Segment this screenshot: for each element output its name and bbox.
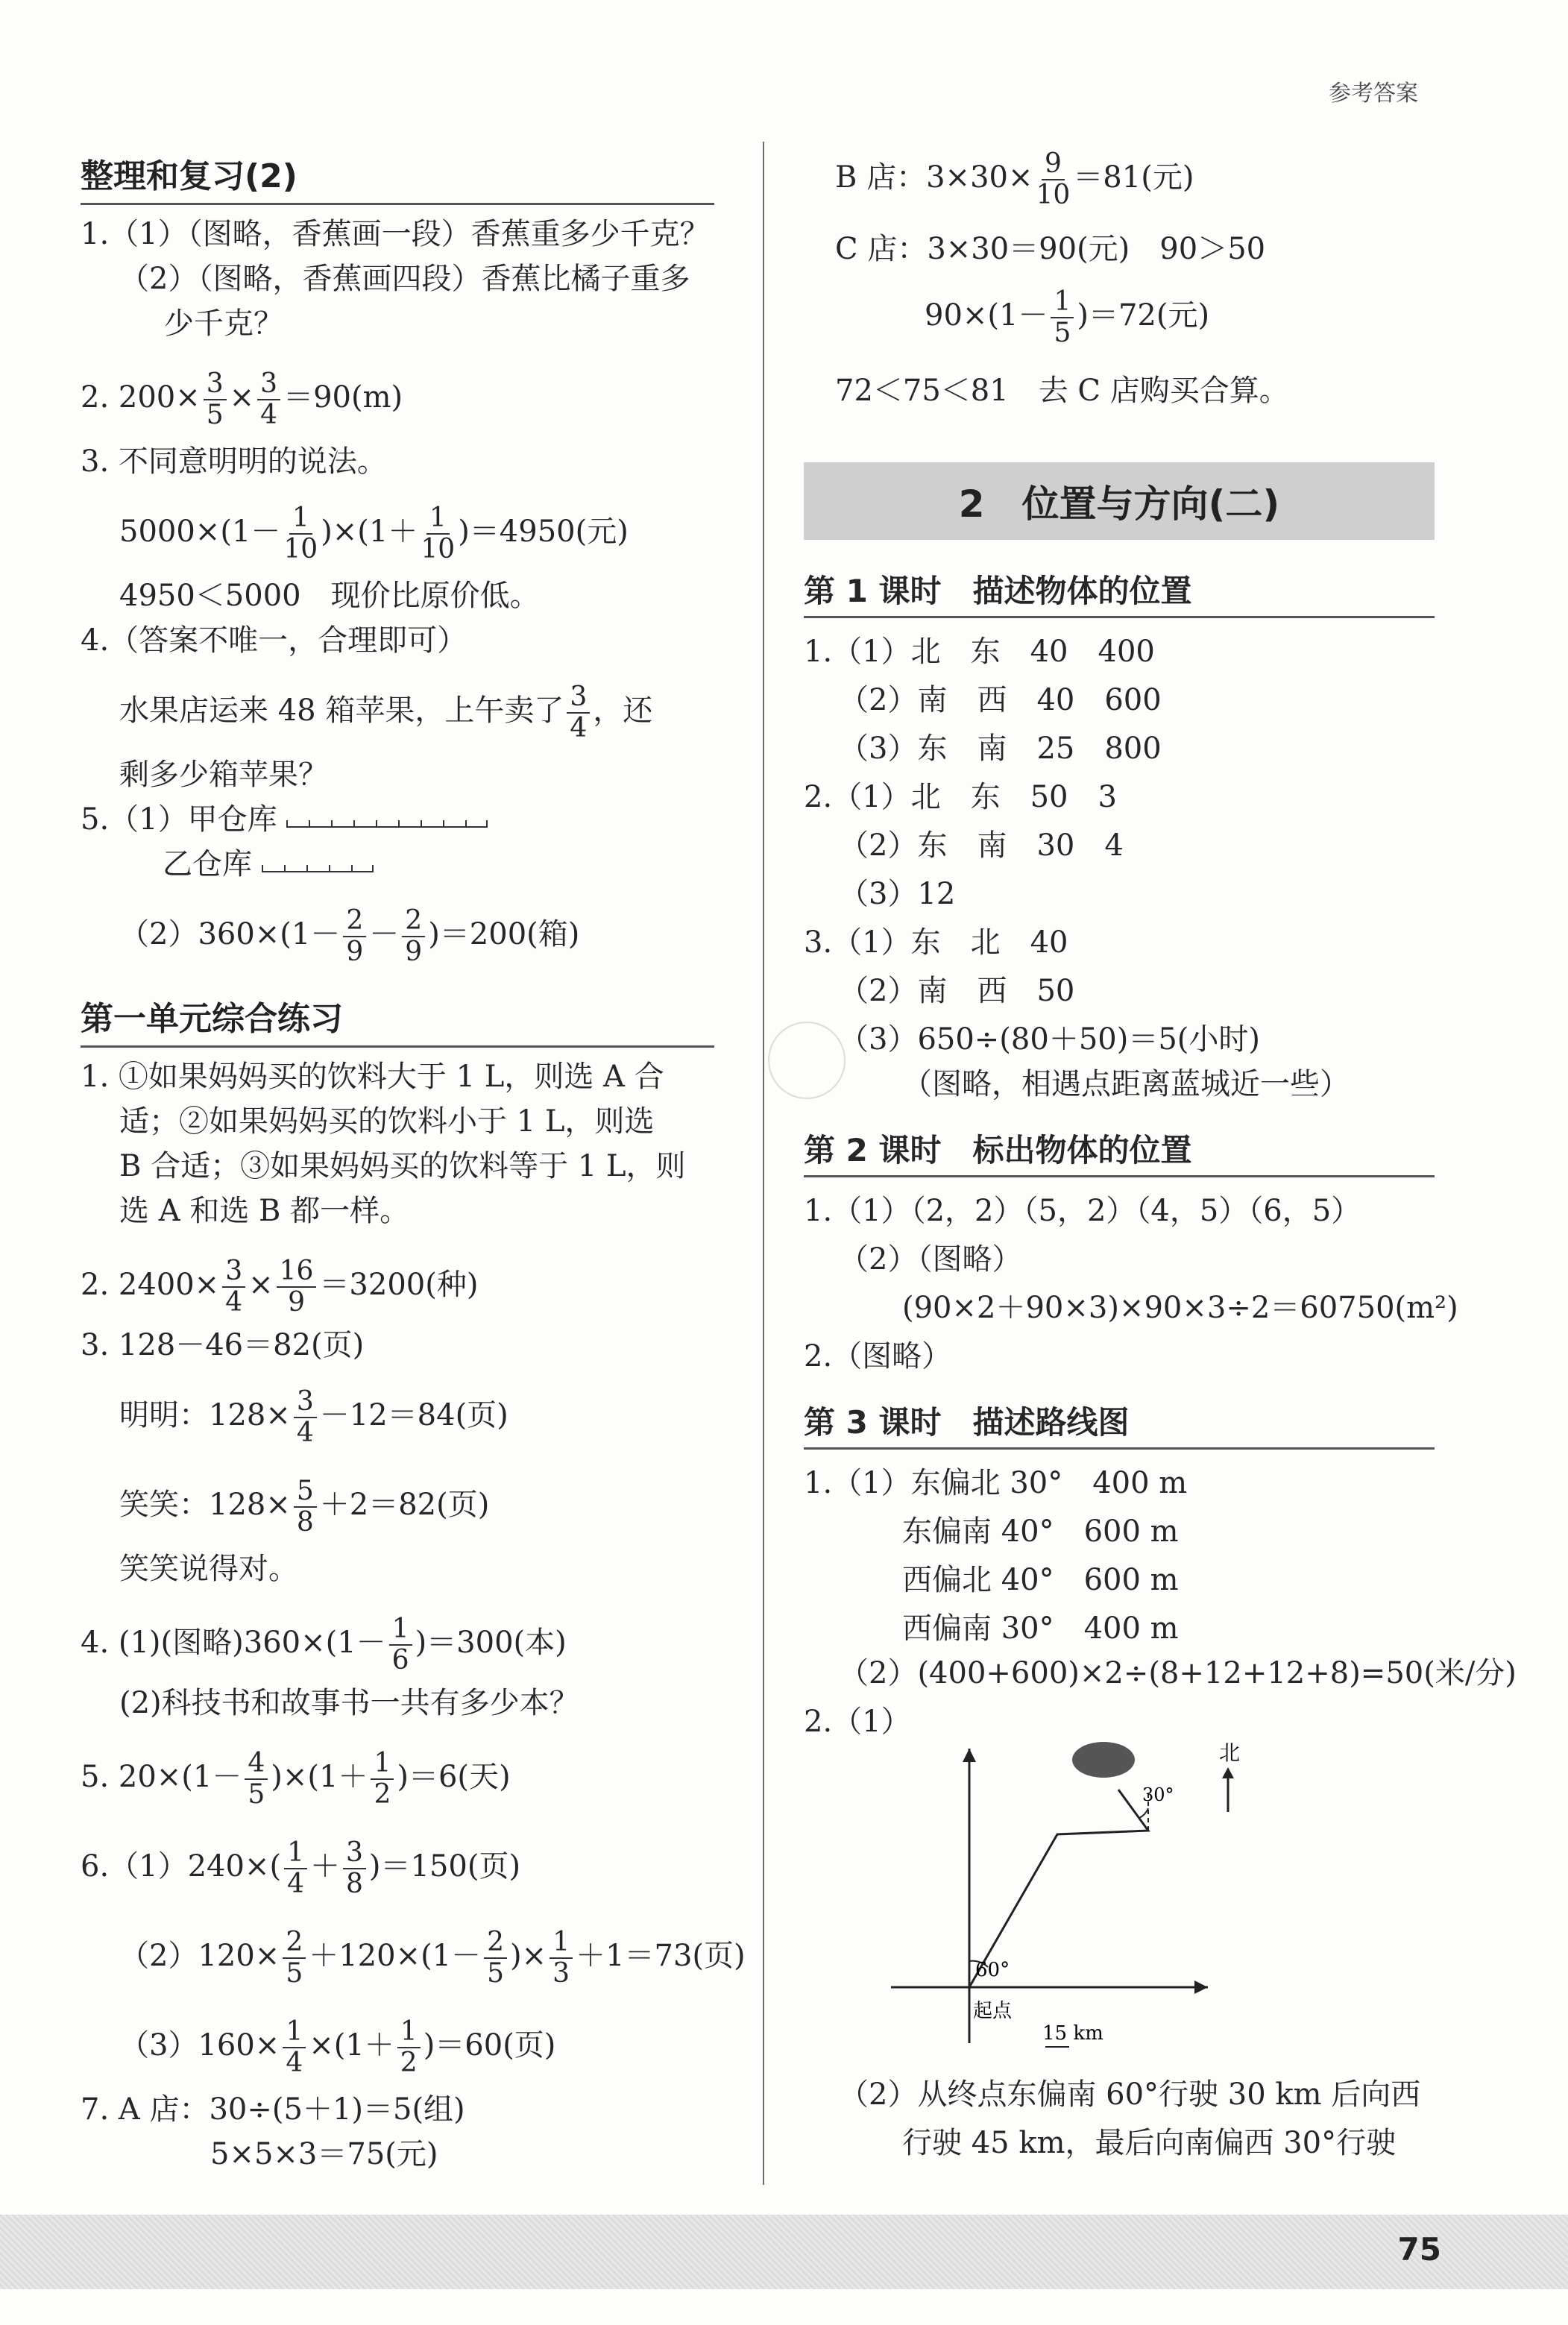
answer-line: 3.（1）东 北 40 xyxy=(804,925,1068,960)
answer-line: （3）东 南 25 800 xyxy=(839,732,1162,766)
north-arrow-icon xyxy=(1212,1737,1249,1819)
answer-line: 适；②如果妈妈买的饮料小于 1 L，则选 xyxy=(119,1104,655,1139)
answer-line-fraction: B 店：3×30× $\frac{9}{10}$ ＝81(元) xyxy=(835,148,1194,210)
answer-line: 东偏南 40° 600 m xyxy=(902,1514,1179,1549)
answer-line: 7. A 店：30÷(5＋1)＝5(组) xyxy=(81,2092,465,2127)
bar-model-b xyxy=(262,861,374,872)
lesson-title-2: 第 2 课时 标出物体的位置 xyxy=(804,1126,1435,1177)
answer-line: 笑笑说得对。 xyxy=(119,1552,298,1586)
angle-arc-top xyxy=(1139,1808,1148,1818)
answer-line: （3）12 xyxy=(839,877,956,911)
section-title-review: 整理和复习(2) xyxy=(81,149,714,205)
lesson-title-3: 第 3 课时 描述路线图 xyxy=(804,1398,1435,1450)
answer-line: 72＜75＜81 去 C 店购买合算。 xyxy=(835,374,1289,408)
answer-line: (2)科技书和故事书一共有多少本？ xyxy=(119,1686,579,1720)
answer-line-fraction: 水果店运来 48 箱苹果，上午卖了 $\frac{3}{4}$ ，还 xyxy=(119,682,653,743)
answer-line-fraction: 6.（1）240×( $\frac{1}{4}$ ＋ $\frac{3}{8}$ )＝150(页) xyxy=(81,1837,521,1899)
column-divider xyxy=(763,142,764,2185)
answer-line-fraction: 90×(1－ $\frac{1}{5}$ )＝72(元) xyxy=(925,286,1210,348)
answer-line: 1.（1）东偏北 30° 400 m xyxy=(804,1466,1188,1500)
page-number: 75 xyxy=(1397,2231,1441,2268)
answer-line-fraction: 明明：128× $\frac{3}{4}$ －12＝84(页) xyxy=(119,1386,509,1448)
answer-line: （2）(400+600)×2÷(8+12+12+8)=50(米/分) xyxy=(839,1656,1517,1690)
answer-line-fraction: 2. 2400× $\frac{3}{4}$ × $\frac{16}{9}$ ＝3200(种) xyxy=(81,1256,479,1318)
answer-line-fraction: 笑笑：128× $\frac{5}{8}$ ＋2＝82(页) xyxy=(119,1476,490,1538)
answer-line-fraction: 2. 200× $\frac{3}{5}$ × $\frac{3}{4}$ ＝90(m) xyxy=(81,368,403,430)
answer-line: （3）650÷(80＋50)＝5(小时) xyxy=(839,1022,1260,1057)
route-diagram xyxy=(880,1730,1253,2058)
answer-line: B 合适；③如果妈妈买的饮料等于 1 L，则 xyxy=(119,1149,686,1183)
answer-line: 2.（1）北 东 50 3 xyxy=(804,780,1117,814)
bar-model-a xyxy=(286,816,488,828)
angle-label-bottom: 60° xyxy=(975,1959,1010,1981)
angle-label-top: 30° xyxy=(1142,1784,1174,1805)
answer-line-fraction: （3）160× $\frac{1}{4}$ ×(1＋ $\frac{1}{2}$ )＝60(页) xyxy=(119,2016,556,2078)
answer-line-fraction: 4. (1)(图略)360×(1－ $\frac{1}{6}$ )＝300(本) xyxy=(81,1614,567,1676)
answer-line: C 店：3×30＝90(元) 90＞50 xyxy=(835,232,1266,266)
header-label: 参考答案 xyxy=(1329,81,1418,107)
answer-line: 1.（1）北 东 40 400 xyxy=(804,635,1155,669)
answer-line: （2）东 南 30 4 xyxy=(839,828,1124,863)
stamp-watermark xyxy=(768,1022,846,1099)
north-label: 北 xyxy=(1219,1740,1241,1765)
answer-line: 剩多少箱苹果？ xyxy=(119,758,328,792)
answer-line: 乙仓库 xyxy=(163,846,374,882)
destination-icon xyxy=(1072,1742,1135,1778)
answer-line: 西偏北 40° 600 m xyxy=(902,1563,1179,1597)
answer-line-fraction: 5000×(1－ $\frac{1}{10}$ )×(1＋ $\frac{1}{10}$ )＝4950(元) xyxy=(119,503,629,564)
page-footer xyxy=(0,2215,1568,2289)
answer-line: (90×2＋90×3)×90×3÷2＝60750(m²) xyxy=(902,1291,1458,1325)
answer-line: 4.（答案不唯一，合理即可） xyxy=(81,623,467,658)
chapter-title: 2 位置与方向(二) xyxy=(804,462,1435,540)
answer-line: （图略，相遇点距离蓝城近一些） xyxy=(902,1067,1350,1101)
answer-line: 西偏南 30° 400 m xyxy=(902,1611,1179,1646)
origin-label: 起点 xyxy=(973,2000,1013,2022)
answer-line: （2）（图略，香蕉画四段）香蕉比橘子重多 xyxy=(119,262,690,296)
answer-line: 5×5×3＝75(元) xyxy=(210,2137,438,2171)
answer-line: 选 A 和选 B 都一样。 xyxy=(119,1194,410,1228)
answer-line: 3. 不同意明明的说法。 xyxy=(81,444,387,479)
section-title-unit-exercise: 第一单元综合练习 xyxy=(81,992,714,1048)
answer-line: （2）南 西 50 xyxy=(839,974,1075,1008)
answer-line: （2）（图略） xyxy=(839,1242,1022,1277)
answer-line: 1.（1）（图略，香蕉画一段）香蕉重多少千克？ xyxy=(81,217,710,251)
answer-line: 1.（1）（2，2）（5，2）（4，5）（6，5） xyxy=(804,1194,1361,1228)
answer-line-fraction: （2）360×(1－ $\frac{2}{9}$ － $\frac{2}{9}$ )＝200(箱) xyxy=(119,905,580,967)
scale-label: 15 km xyxy=(1042,2022,1103,2045)
answer-line: 2.（图略） xyxy=(804,1339,952,1374)
answer-line: （2）从终点东偏南 60°行驶 30 km 后向西 xyxy=(839,2077,1421,2112)
route-path xyxy=(969,1790,1148,1987)
answer-line: （2）南 西 40 600 xyxy=(839,683,1162,717)
answer-line: 行驶 45 km，最后向南偏西 30°行驶 xyxy=(902,2126,1397,2160)
answer-line-fraction: 5. 20×(1－ $\frac{4}{5}$ )×(1＋ $\frac{1}{2}$ )＝6(天) xyxy=(81,1748,511,1810)
answer-line: 3. 128－46＝82(页) xyxy=(81,1328,365,1362)
answer-line-fraction: （2）120× $\frac{2}{5}$ ＋120×(1－ $\frac{2}{5}$ )× $\frac{1}{3}$ ＋1＝73(页) xyxy=(119,1927,746,1989)
lesson-title-1: 第 1 课时 描述物体的位置 xyxy=(804,567,1435,618)
answer-line: 5.（1）甲仓库 xyxy=(81,802,488,837)
answer-line: 1. ①如果妈妈买的饮料大于 1 L，则选 A 合 xyxy=(81,1060,664,1094)
answer-line: 4950＜5000 现价比原价低。 xyxy=(119,579,540,613)
answer-line: 少千克？ xyxy=(164,306,283,341)
answer-line: 2.（1） xyxy=(804,1705,911,1739)
